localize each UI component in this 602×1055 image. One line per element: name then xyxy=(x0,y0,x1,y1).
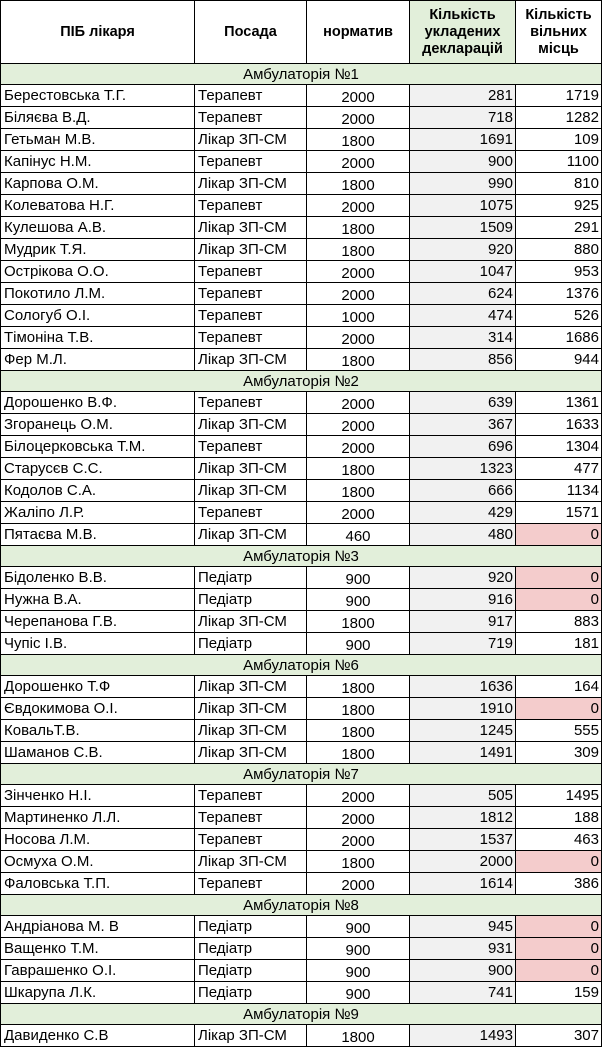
cell-position: Терапевт xyxy=(195,502,307,524)
cell-declarations: 314 xyxy=(410,327,516,349)
cell-position: Педіатр xyxy=(195,982,307,1004)
cell-free: 1100 xyxy=(516,151,602,173)
cell-name: Шкарупа Л.К. xyxy=(1,982,195,1004)
cell-norm: 1800 xyxy=(307,239,410,261)
cell-position: Лікар ЗП-СМ xyxy=(195,524,307,546)
cell-name: Колеватова Н.Г. xyxy=(1,195,195,217)
cell-norm: 1800 xyxy=(307,480,410,502)
cell-name: Давиденко С.В xyxy=(1,1025,195,1047)
cell-position: Терапевт xyxy=(195,107,307,129)
cell-declarations: 480 xyxy=(410,524,516,546)
table-row xyxy=(1,611,602,633)
cell-position: Терапевт xyxy=(195,873,307,895)
table-row xyxy=(1,436,602,458)
cell-free: 0 xyxy=(516,567,602,589)
header-row xyxy=(1,1,602,64)
cell-position: Терапевт xyxy=(195,283,307,305)
cell-norm: 1000 xyxy=(307,305,410,327)
cell-position: Лікар ЗП-СМ xyxy=(195,611,307,633)
section-title: Амбулаторія №1 xyxy=(1,64,602,85)
table-row xyxy=(1,217,602,239)
cell-declarations: 719 xyxy=(410,633,516,655)
cell-name: Андріанова М. В xyxy=(1,916,195,938)
cell-name: Згоранець О.М. xyxy=(1,414,195,436)
cell-free: 1633 xyxy=(516,414,602,436)
cell-free: 109 xyxy=(516,129,602,151)
cell-position: Лікар ЗП-СМ xyxy=(195,349,307,371)
cell-name: Берестовська Т.Г. xyxy=(1,85,195,107)
cell-declarations: 1323 xyxy=(410,458,516,480)
cell-declarations: 900 xyxy=(410,151,516,173)
table-row xyxy=(1,720,602,742)
table-row xyxy=(1,458,602,480)
table-row xyxy=(1,742,602,764)
table-row xyxy=(1,129,602,151)
section-title: Амбулаторія №3 xyxy=(1,546,602,567)
cell-free: 526 xyxy=(516,305,602,327)
cell-position: Лікар ЗП-СМ xyxy=(195,239,307,261)
section-title: Амбулаторія №8 xyxy=(1,895,602,916)
cell-position: Лікар ЗП-СМ xyxy=(195,480,307,502)
cell-norm: 2000 xyxy=(307,283,410,305)
cell-norm: 900 xyxy=(307,916,410,938)
cell-norm: 900 xyxy=(307,982,410,1004)
cell-free: 188 xyxy=(516,807,602,829)
table-row xyxy=(1,349,602,371)
cell-name: Кодолов С.А. xyxy=(1,480,195,502)
cell-name: Дорошенко Т.Ф xyxy=(1,676,195,698)
cell-norm: 460 xyxy=(307,524,410,546)
cell-position: Терапевт xyxy=(195,327,307,349)
cell-declarations: 639 xyxy=(410,392,516,414)
cell-free: 1304 xyxy=(516,436,602,458)
cell-norm: 2000 xyxy=(307,151,410,173)
cell-norm: 1800 xyxy=(307,698,410,720)
table-row xyxy=(1,305,602,327)
cell-free: 181 xyxy=(516,633,602,655)
cell-free: 555 xyxy=(516,720,602,742)
cell-norm: 1800 xyxy=(307,1025,410,1047)
table-body xyxy=(1,64,602,1047)
cell-norm: 900 xyxy=(307,589,410,611)
cell-free: 386 xyxy=(516,873,602,895)
table-row xyxy=(1,807,602,829)
section-row xyxy=(1,895,602,916)
cell-norm: 2000 xyxy=(307,414,410,436)
cell-name: Гетьман М.В. xyxy=(1,129,195,151)
cell-position: Лікар ЗП-СМ xyxy=(195,742,307,764)
table-row xyxy=(1,1025,602,1047)
cell-declarations: 1047 xyxy=(410,261,516,283)
cell-name: Черепанова Г.В. xyxy=(1,611,195,633)
header-name: ПІБ лікаря xyxy=(1,1,195,64)
cell-free: 1134 xyxy=(516,480,602,502)
section-title: Амбулаторія №6 xyxy=(1,655,602,676)
cell-free: 164 xyxy=(516,676,602,698)
table-row xyxy=(1,524,602,546)
cell-declarations: 931 xyxy=(410,938,516,960)
table-row xyxy=(1,85,602,107)
table-row xyxy=(1,173,602,195)
cell-declarations: 741 xyxy=(410,982,516,1004)
cell-declarations: 920 xyxy=(410,567,516,589)
cell-free: 1686 xyxy=(516,327,602,349)
cell-norm: 1800 xyxy=(307,129,410,151)
cell-name: Гаврашенко О.І. xyxy=(1,960,195,982)
cell-free: 1719 xyxy=(516,85,602,107)
table-row xyxy=(1,283,602,305)
cell-declarations: 1245 xyxy=(410,720,516,742)
cell-name: Носова Л.М. xyxy=(1,829,195,851)
cell-name: Євдокимова О.І. xyxy=(1,698,195,720)
cell-declarations: 505 xyxy=(410,785,516,807)
cell-norm: 1800 xyxy=(307,458,410,480)
cell-norm: 2000 xyxy=(307,807,410,829)
cell-norm: 2000 xyxy=(307,829,410,851)
cell-free: 1361 xyxy=(516,392,602,414)
cell-norm: 900 xyxy=(307,567,410,589)
cell-position: Лікар ЗП-СМ xyxy=(195,1025,307,1047)
cell-position: Терапевт xyxy=(195,261,307,283)
table-row xyxy=(1,633,602,655)
cell-free: 307 xyxy=(516,1025,602,1047)
table-row xyxy=(1,785,602,807)
section-title: Амбулаторія №9 xyxy=(1,1004,602,1025)
cell-free: 477 xyxy=(516,458,602,480)
cell-declarations: 429 xyxy=(410,502,516,524)
cell-name: Бідоленко В.В. xyxy=(1,567,195,589)
cell-declarations: 666 xyxy=(410,480,516,502)
cell-position: Педіатр xyxy=(195,567,307,589)
cell-free: 159 xyxy=(516,982,602,1004)
cell-free: 1376 xyxy=(516,283,602,305)
cell-declarations: 920 xyxy=(410,239,516,261)
cell-position: Терапевт xyxy=(195,195,307,217)
cell-name: Дорошенко В.Ф. xyxy=(1,392,195,414)
section-row xyxy=(1,546,602,567)
cell-free: 0 xyxy=(516,960,602,982)
cell-position: Лікар ЗП-СМ xyxy=(195,676,307,698)
cell-position: Терапевт xyxy=(195,436,307,458)
cell-free: 0 xyxy=(516,589,602,611)
cell-norm: 1800 xyxy=(307,217,410,239)
cell-declarations: 917 xyxy=(410,611,516,633)
cell-declarations: 1636 xyxy=(410,676,516,698)
cell-declarations: 718 xyxy=(410,107,516,129)
table-row xyxy=(1,502,602,524)
cell-free: 0 xyxy=(516,698,602,720)
cell-position: Педіатр xyxy=(195,633,307,655)
cell-declarations: 990 xyxy=(410,173,516,195)
table-row xyxy=(1,676,602,698)
cell-free: 309 xyxy=(516,742,602,764)
cell-norm: 1800 xyxy=(307,720,410,742)
table-row xyxy=(1,195,602,217)
table-row xyxy=(1,480,602,502)
cell-position: Лікар ЗП-СМ xyxy=(195,720,307,742)
cell-name: Нужна В.А. xyxy=(1,589,195,611)
cell-name: Білоцерковська Т.М. xyxy=(1,436,195,458)
cell-free: 0 xyxy=(516,524,602,546)
cell-name: Фер М.Л. xyxy=(1,349,195,371)
cell-free: 0 xyxy=(516,938,602,960)
cell-declarations: 1910 xyxy=(410,698,516,720)
table-row xyxy=(1,151,602,173)
cell-name: Зінченко Н.І. xyxy=(1,785,195,807)
section-row xyxy=(1,371,602,392)
table-row xyxy=(1,567,602,589)
table-row xyxy=(1,851,602,873)
table-row xyxy=(1,589,602,611)
cell-position: Терапевт xyxy=(195,305,307,327)
cell-declarations: 900 xyxy=(410,960,516,982)
cell-norm: 2000 xyxy=(307,327,410,349)
cell-free: 880 xyxy=(516,239,602,261)
cell-declarations: 1491 xyxy=(410,742,516,764)
cell-declarations: 367 xyxy=(410,414,516,436)
header-free: Кількість вільних місць xyxy=(516,1,602,64)
cell-name: Ващенко Т.М. xyxy=(1,938,195,960)
cell-name: Старусєв С.С. xyxy=(1,458,195,480)
cell-name: Пятаєва М.В. xyxy=(1,524,195,546)
cell-position: Педіатр xyxy=(195,938,307,960)
cell-free: 925 xyxy=(516,195,602,217)
cell-norm: 1800 xyxy=(307,611,410,633)
cell-norm: 2000 xyxy=(307,195,410,217)
cell-norm: 1800 xyxy=(307,349,410,371)
cell-norm: 2000 xyxy=(307,785,410,807)
cell-norm: 2000 xyxy=(307,392,410,414)
cell-position: Педіатр xyxy=(195,589,307,611)
section-title: Амбулаторія №2 xyxy=(1,371,602,392)
cell-position: Лікар ЗП-СМ xyxy=(195,851,307,873)
cell-free: 0 xyxy=(516,916,602,938)
cell-declarations: 1075 xyxy=(410,195,516,217)
cell-name: КовальТ.В. xyxy=(1,720,195,742)
cell-declarations: 696 xyxy=(410,436,516,458)
cell-free: 1495 xyxy=(516,785,602,807)
cell-position: Терапевт xyxy=(195,85,307,107)
cell-name: Чупіс І.В. xyxy=(1,633,195,655)
cell-norm: 1800 xyxy=(307,851,410,873)
cell-declarations: 281 xyxy=(410,85,516,107)
cell-norm: 2000 xyxy=(307,85,410,107)
cell-norm: 2000 xyxy=(307,261,410,283)
cell-position: Педіатр xyxy=(195,916,307,938)
cell-free: 944 xyxy=(516,349,602,371)
cell-position: Терапевт xyxy=(195,807,307,829)
table-row xyxy=(1,239,602,261)
cell-position: Лікар ЗП-СМ xyxy=(195,458,307,480)
cell-position: Лікар ЗП-СМ xyxy=(195,217,307,239)
cell-name: Карпова О.М. xyxy=(1,173,195,195)
cell-declarations: 474 xyxy=(410,305,516,327)
section-row xyxy=(1,655,602,676)
cell-declarations: 1493 xyxy=(410,1025,516,1047)
table-row xyxy=(1,873,602,895)
cell-norm: 1800 xyxy=(307,742,410,764)
table-row xyxy=(1,414,602,436)
cell-norm: 2000 xyxy=(307,436,410,458)
cell-free: 1571 xyxy=(516,502,602,524)
cell-position: Лікар ЗП-СМ xyxy=(195,129,307,151)
cell-free: 1282 xyxy=(516,107,602,129)
cell-position: Лікар ЗП-СМ xyxy=(195,414,307,436)
table-row xyxy=(1,938,602,960)
header-position: Посада xyxy=(195,1,307,64)
cell-position: Терапевт xyxy=(195,829,307,851)
cell-name: Жаліпо Л.Р. xyxy=(1,502,195,524)
cell-name: Біляєва В.Д. xyxy=(1,107,195,129)
cell-norm: 900 xyxy=(307,938,410,960)
table-row xyxy=(1,960,602,982)
cell-declarations: 945 xyxy=(410,916,516,938)
table-row xyxy=(1,327,602,349)
cell-norm: 1800 xyxy=(307,676,410,698)
cell-position: Лікар ЗП-СМ xyxy=(195,698,307,720)
cell-name: Осмуха О.М. xyxy=(1,851,195,873)
cell-declarations: 1812 xyxy=(410,807,516,829)
cell-position: Лікар ЗП-СМ xyxy=(195,173,307,195)
cell-position: Терапевт xyxy=(195,151,307,173)
table-row xyxy=(1,982,602,1004)
cell-free: 953 xyxy=(516,261,602,283)
table-row xyxy=(1,698,602,720)
header-norm: норматив xyxy=(307,1,410,64)
cell-name: Сологуб О.І. xyxy=(1,305,195,327)
section-row xyxy=(1,64,602,85)
cell-name: Покотило Л.М. xyxy=(1,283,195,305)
table-row xyxy=(1,829,602,851)
cell-name: Острікова О.О. xyxy=(1,261,195,283)
section-row xyxy=(1,764,602,785)
cell-declarations: 1614 xyxy=(410,873,516,895)
cell-name: Кулешова А.В. xyxy=(1,217,195,239)
cell-free: 291 xyxy=(516,217,602,239)
cell-position: Терапевт xyxy=(195,785,307,807)
cell-declarations: 916 xyxy=(410,589,516,611)
cell-position: Терапевт xyxy=(195,392,307,414)
table-row xyxy=(1,261,602,283)
cell-norm: 2000 xyxy=(307,107,410,129)
cell-norm: 900 xyxy=(307,633,410,655)
cell-free: 810 xyxy=(516,173,602,195)
table-row xyxy=(1,916,602,938)
section-title: Амбулаторія №7 xyxy=(1,764,602,785)
cell-name: Мудрик Т.Я. xyxy=(1,239,195,261)
cell-name: Фаловська Т.П. xyxy=(1,873,195,895)
table-row xyxy=(1,392,602,414)
cell-declarations: 1509 xyxy=(410,217,516,239)
cell-declarations: 1691 xyxy=(410,129,516,151)
cell-norm: 2000 xyxy=(307,873,410,895)
table-row xyxy=(1,107,602,129)
cell-position: Педіатр xyxy=(195,960,307,982)
cell-name: Тімоніна Т.В. xyxy=(1,327,195,349)
cell-name: Шаманов С.В. xyxy=(1,742,195,764)
cell-norm: 1800 xyxy=(307,173,410,195)
cell-norm: 900 xyxy=(307,960,410,982)
cell-free: 0 xyxy=(516,851,602,873)
cell-declarations: 856 xyxy=(410,349,516,371)
cell-declarations: 624 xyxy=(410,283,516,305)
cell-name: Мартиненко Л.Л. xyxy=(1,807,195,829)
header-declarations: Кількість укладених декларацій xyxy=(410,1,516,64)
cell-free: 883 xyxy=(516,611,602,633)
cell-declarations: 2000 xyxy=(410,851,516,873)
cell-name: Капінус Н.М. xyxy=(1,151,195,173)
cell-norm: 2000 xyxy=(307,502,410,524)
cell-declarations: 1537 xyxy=(410,829,516,851)
section-row xyxy=(1,1004,602,1025)
cell-free: 463 xyxy=(516,829,602,851)
